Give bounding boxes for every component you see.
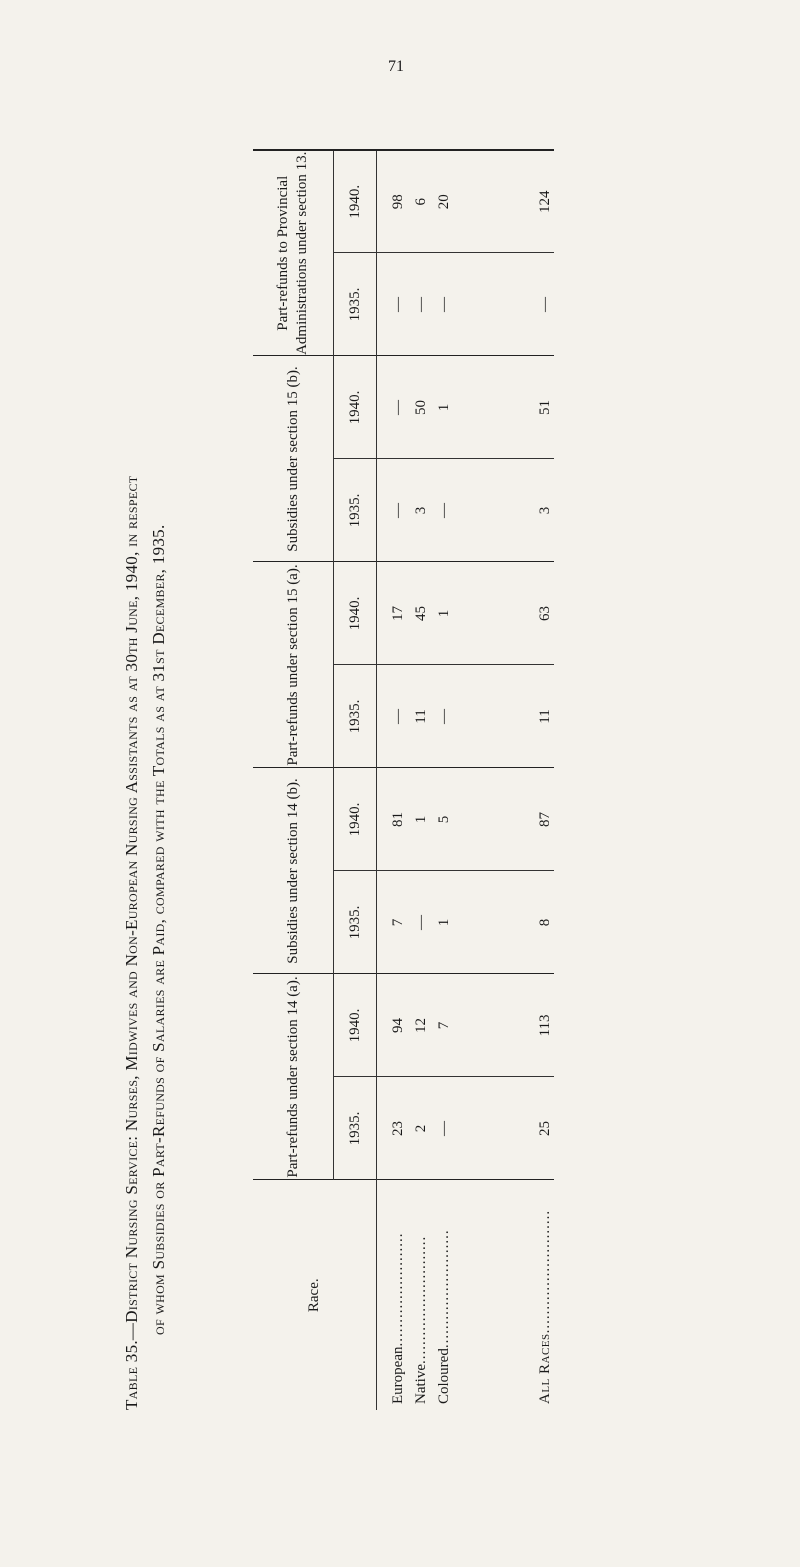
table-cell: — bbox=[377, 253, 411, 356]
race-label: European........................ bbox=[390, 1232, 406, 1404]
table-cell: 23 bbox=[377, 1077, 411, 1180]
table-cell: — bbox=[433, 665, 456, 768]
year-header: 1940. bbox=[334, 356, 377, 459]
table-cell: 3 bbox=[410, 459, 433, 562]
caption-line-1: Table 35.—District Nursing Service: Nurses, Midwives and Non-European Nursing Assistants as at 30th June, 1940, in respect bbox=[122, 475, 141, 1410]
table-cell: 6 bbox=[410, 150, 433, 253]
year-header: 1935. bbox=[334, 459, 377, 562]
table-cell: 94 bbox=[377, 974, 411, 1077]
total-cell: 3 bbox=[456, 459, 554, 562]
group-header-subsidies-14b: Subsidies under section 14 (b). bbox=[253, 768, 334, 974]
table-cell: 20 bbox=[433, 150, 456, 253]
table-cell: 50 bbox=[410, 356, 433, 459]
total-cell: 87 bbox=[456, 768, 554, 871]
table-cell: 98 bbox=[377, 150, 411, 253]
total-cell: 113 bbox=[456, 974, 554, 1077]
table-cell: 1 bbox=[433, 871, 456, 974]
total-cell: 51 bbox=[456, 356, 554, 459]
table-caption bbox=[118, 100, 172, 1410]
race-label-total: All Races.......................... bbox=[537, 1209, 553, 1404]
table-cell: 2 bbox=[410, 1077, 433, 1180]
year-header: 1935. bbox=[334, 1077, 377, 1180]
table-cell: — bbox=[433, 1077, 456, 1180]
year-header: 1935. bbox=[334, 871, 377, 974]
table-cell: 1 bbox=[433, 356, 456, 459]
total-cell: 25 bbox=[456, 1077, 554, 1180]
table-row-all-races bbox=[456, 150, 554, 1410]
page-number: 71 bbox=[388, 58, 404, 75]
table-cell: 12 bbox=[410, 974, 433, 1077]
group-header-part-refunds-14a: Part-refunds under section 14 (a). bbox=[253, 974, 334, 1180]
race-label: Coloured......................... bbox=[436, 1229, 452, 1404]
table-cell: — bbox=[410, 871, 433, 974]
table-cell: 81 bbox=[377, 768, 411, 871]
total-cell: 124 bbox=[456, 150, 554, 253]
table-cell: 45 bbox=[410, 562, 433, 665]
table-row-native bbox=[410, 150, 433, 1410]
year-header: 1935. bbox=[334, 253, 377, 356]
table-cell: 1 bbox=[433, 562, 456, 665]
race-label: Native........................... bbox=[413, 1235, 429, 1404]
year-header: 1940. bbox=[334, 768, 377, 871]
year-header: 1935. bbox=[334, 665, 377, 768]
year-header: 1940. bbox=[334, 562, 377, 665]
group-header-part-refunds-15a: Part-refunds under section 15 (a). bbox=[253, 562, 334, 768]
table-cell: — bbox=[410, 253, 433, 356]
total-cell: 63 bbox=[456, 562, 554, 665]
year-header: 1940. bbox=[334, 150, 377, 253]
table-cell: — bbox=[377, 665, 411, 768]
table-cell: — bbox=[377, 356, 411, 459]
total-cell: 8 bbox=[456, 871, 554, 974]
table-row-european bbox=[377, 150, 411, 1410]
total-cell: — bbox=[456, 253, 554, 356]
table-cell: 7 bbox=[377, 871, 411, 974]
rotated-table-page bbox=[118, 100, 738, 1410]
table-cell: — bbox=[433, 459, 456, 562]
race-column-header: Race. bbox=[253, 1180, 377, 1410]
table-cell: — bbox=[377, 459, 411, 562]
table-cell: 1 bbox=[410, 768, 433, 871]
table-cell: 11 bbox=[410, 665, 433, 768]
table-cell: 17 bbox=[377, 562, 411, 665]
year-header: 1940. bbox=[334, 974, 377, 1077]
table-cell: — bbox=[433, 253, 456, 356]
group-header-part-refunds-section-13: Part-refunds to Provincial Administrations under section 13. bbox=[253, 150, 334, 356]
header-row-groups bbox=[253, 150, 334, 1410]
group-header-subsidies-15b: Subsidies under section 15 (b). bbox=[253, 356, 334, 562]
table-cell: 5 bbox=[433, 768, 456, 871]
total-cell: 11 bbox=[456, 665, 554, 768]
table-row-coloured bbox=[433, 150, 456, 1410]
data-table bbox=[253, 149, 554, 1410]
caption-line-2: of whom Subsidies or Part-Refunds of Salaries are Paid, compared with the Totals as at 31st December, 1935. bbox=[149, 524, 168, 1335]
table-cell: 7 bbox=[433, 974, 456, 1077]
